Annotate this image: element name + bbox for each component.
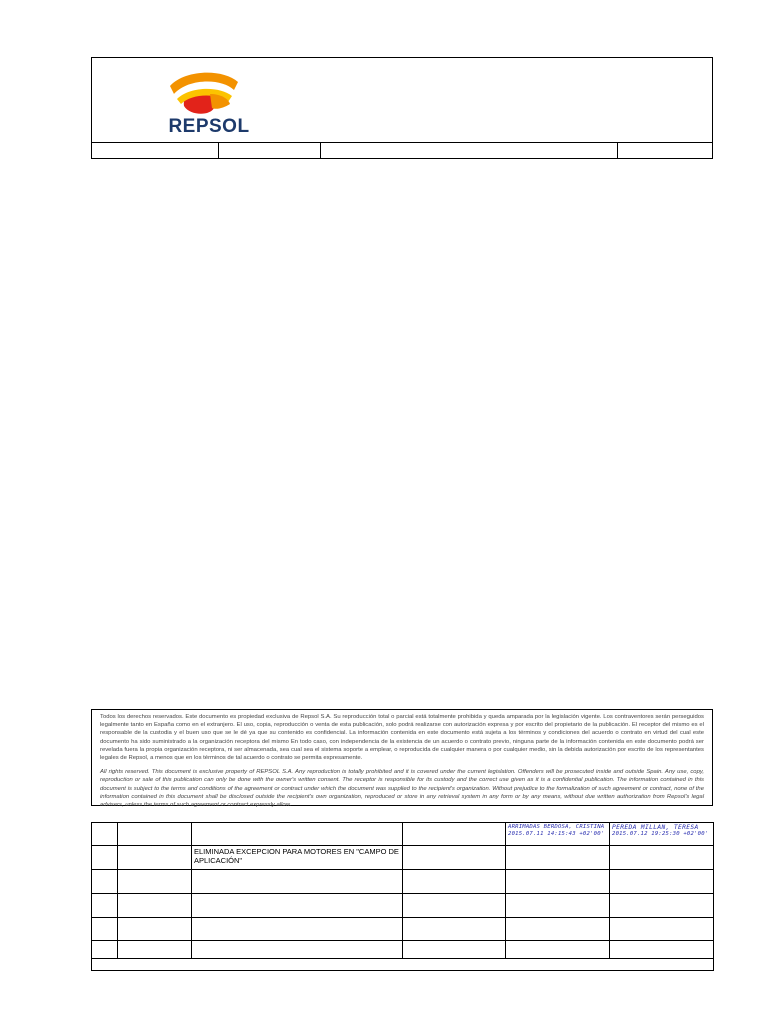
- signature-cell-approver: [610, 823, 714, 846]
- logo-wordmark: REPSOL: [168, 116, 250, 137]
- table-cell: [403, 870, 506, 894]
- table-cell: [92, 941, 118, 959]
- table-cell: [610, 894, 714, 918]
- table-row: [92, 941, 714, 959]
- legal-notice-english: All rights reserved. This document is exclusive property of REPSOL S.A. Any reproduction is totally prohibited and it is covered under the current legislation. Offenders will be prosecuted inside and outside Spain. Any use, copy, reproduction or sale of this publication can only be done with the owner's written consent. The receptor is responsible for its custody and the correct use given as it is a confidential publication. The information contained in this document is subject to the terms and conditions of the agreement or contract under which the document was supplied to the recipient's organization. Without prejudice to the formalization of such agreement or contract, none of the information contained in this document shall be disclosed outside the recipient's own organization, reproduced or store in any retrieval system in any form or by any means, without due written authorization from Repsol's legal advisers, unless the terms of such agreement or contract expressly allow.: [100, 769, 704, 809]
- signature-cell-reviewer: [506, 823, 610, 846]
- revision-description: ELIMINADA EXCEPCION PARA MOTORES EN "CAMPO DE APLICACIÓN": [192, 846, 403, 870]
- signature-date-1: 2015.07.11 14:15:43 +02'00': [508, 831, 605, 837]
- table-cell: [506, 870, 610, 894]
- table-cell: [403, 941, 506, 959]
- table-cell: [192, 918, 403, 941]
- legal-notice: [91, 709, 713, 809]
- table-cell: [192, 870, 403, 894]
- table-cell: [192, 894, 403, 918]
- table-cell: [506, 918, 610, 941]
- legal-notice-spanish: Todos los derechos reservados. Este documento es propiedad exclusiva de Repsol S.A. Su reproducción total o parcial está totalmente prohibida y queda amparada por la legislación vigente. Los contraventores serán perseguidos legalmente tanto en España como en el extranjero. El uso, copia, reproducción o venta de esta publicación, solo podrá realizarse con autorización expresa y por escrito del propietario de la publicación. El receptor del mismo es el responsable de la custodia y el buen uso que se le dé ya que su contenido es confidencial. La información contenida en este documento está sujeta a los términos y condiciones del acuerdo o contrato en virtud del cual este documento ha sido suministrado a la organización receptora del mismo En todo caso, con independencia de la existencia de un acuerdo o contrato previo, ninguna parte de la información contenida en este documento podrá ser revelada fuera la propia organización receptora, ni ser almacenada, sea cual sea el sistema soporte a emplear, o reproducida de cualquier manera o por cualquier medio, sin la debida autorización por escrito de los representantes legales de Repsol, a menos que en los términos de tal acuerdo o contrato se permita expresamente.: [100, 714, 704, 762]
- table-cell: [403, 823, 506, 846]
- table-row: [92, 918, 714, 941]
- table-cell: [92, 918, 118, 941]
- table-cell: [92, 823, 118, 846]
- signature-name-2: PEREDA MILLAN, TERESA: [612, 824, 699, 831]
- table-cell: [403, 846, 506, 870]
- table-cell: [92, 894, 118, 918]
- table-cell: [118, 918, 192, 941]
- table-cell: [610, 846, 714, 870]
- repsol-logo-icon: [164, 66, 254, 118]
- revision-table: [91, 822, 714, 971]
- table-footer-row: [92, 959, 714, 971]
- signature-date-2: 2015.07.12 19:25:30 +02'00': [612, 831, 709, 837]
- table-cell: [118, 846, 192, 870]
- header-cell-2: [219, 143, 321, 159]
- table-cell: [403, 918, 506, 941]
- table-cell: [506, 941, 610, 959]
- signature-name-1: ARRIMADAS BERDOSA, CRISTINA: [508, 824, 605, 830]
- table-cell: [118, 823, 192, 846]
- table-cell: [92, 846, 118, 870]
- header-cell-3: [321, 143, 618, 159]
- table-cell: [403, 894, 506, 918]
- table-cell: [506, 894, 610, 918]
- table-cell: [192, 941, 403, 959]
- table-row: [92, 846, 714, 870]
- document-header: [91, 57, 713, 159]
- table-cell: [118, 941, 192, 959]
- table-cell: [92, 870, 118, 894]
- table-cell: [118, 894, 192, 918]
- table-cell: [506, 846, 610, 870]
- header-cell-4: [618, 143, 712, 159]
- table-cell: [610, 941, 714, 959]
- table-footer-cell: [92, 959, 714, 971]
- table-cell: [192, 823, 403, 846]
- table-row: [92, 823, 714, 846]
- header-info-row: [92, 142, 712, 159]
- header-cell-1: [92, 143, 219, 159]
- table-cell: [610, 918, 714, 941]
- table-cell: [610, 870, 714, 894]
- table-row: [92, 870, 714, 894]
- table-row: [92, 894, 714, 918]
- table-cell: [118, 870, 192, 894]
- repsol-logo: [164, 66, 254, 136]
